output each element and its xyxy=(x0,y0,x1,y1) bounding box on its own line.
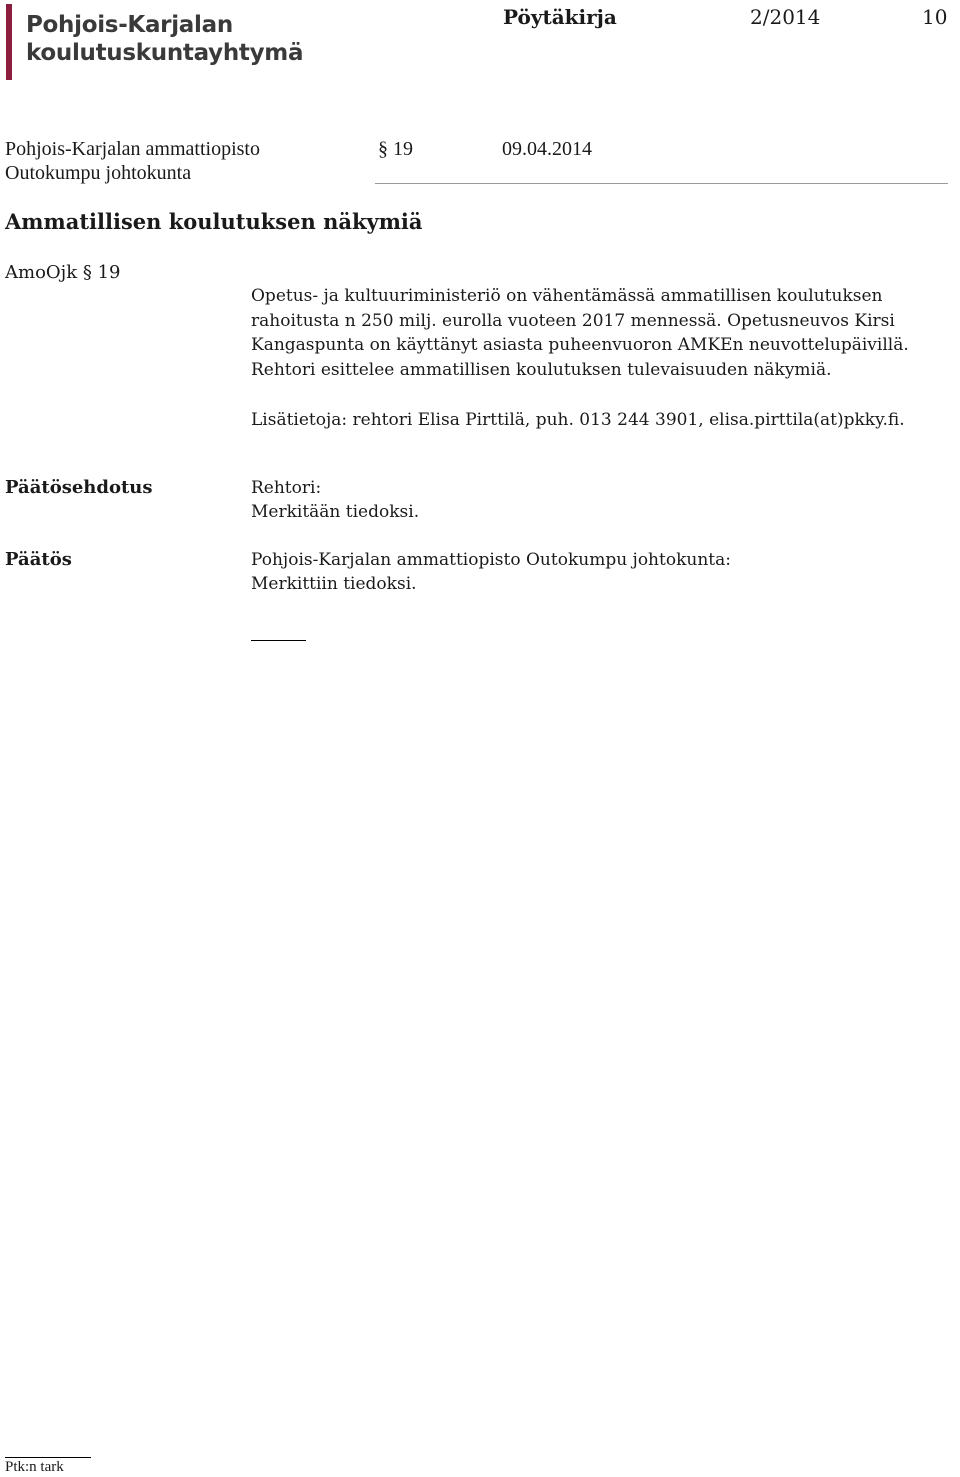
logo-line-2: koulutuskuntayhtymä xyxy=(26,40,304,66)
footer-label: Ptk:n tark xyxy=(5,1459,64,1475)
page-title: Ammatillisen koulutuksen näkymiä xyxy=(5,209,423,234)
header-divider xyxy=(375,183,948,184)
contact-info: Lisätietoja: rehtori Elisa Pirttilä, puh. 013 244 3901, elisa.pirttila(at)pkky.fi. xyxy=(251,410,905,430)
paragraph-label: AmoOjk § 19 xyxy=(5,262,121,283)
organization-logo xyxy=(26,11,303,67)
section-number: § 19 xyxy=(378,138,413,160)
decision-line: Pohjois-Karjalan ammattiopisto Outokumpu johtokunta: xyxy=(251,550,731,570)
meeting-organization: Pohjois-Karjalan ammattiopisto xyxy=(5,138,260,160)
document-type: Pöytäkirja xyxy=(503,5,617,29)
decision-line: Merkittiin tiedoksi. xyxy=(251,574,417,594)
decision-label: Päätös xyxy=(5,549,72,570)
body-line: Kangaspunta on käyttänyt asiasta puheenvuoron AMKEn neuvottelupäivillä. xyxy=(251,335,909,355)
proposal-label: Päätösehdotus xyxy=(5,477,153,498)
decision-text xyxy=(251,548,731,596)
section-end-rule xyxy=(251,640,306,641)
body-line: rahoitusta n 250 milj. eurolla vuoteen 2017 mennessä. Opetusneuvos Kirsi xyxy=(251,310,895,331)
page-number: 10 xyxy=(922,5,948,29)
logo-line-1: Pohjois-Karjalan xyxy=(26,12,233,38)
logo-bar xyxy=(6,4,12,80)
proposal-line: Rehtori: xyxy=(251,478,322,498)
document-number: 2/2014 xyxy=(750,5,821,29)
body-line: Rehtori esittelee ammatillisen koulutuksen tulevaisuuden näkymiä. xyxy=(251,359,832,380)
body-line: Opetus- ja kultuuriministeriö on vähentämässä ammatillisen koulutuksen xyxy=(251,286,883,306)
body-paragraph xyxy=(251,284,909,382)
meeting-body: Outokumpu johtokunta xyxy=(5,162,192,184)
proposal-text xyxy=(251,476,419,524)
meeting-date: 09.04.2014 xyxy=(502,138,592,160)
proposal-line: Merkitään tiedoksi. xyxy=(251,502,420,522)
